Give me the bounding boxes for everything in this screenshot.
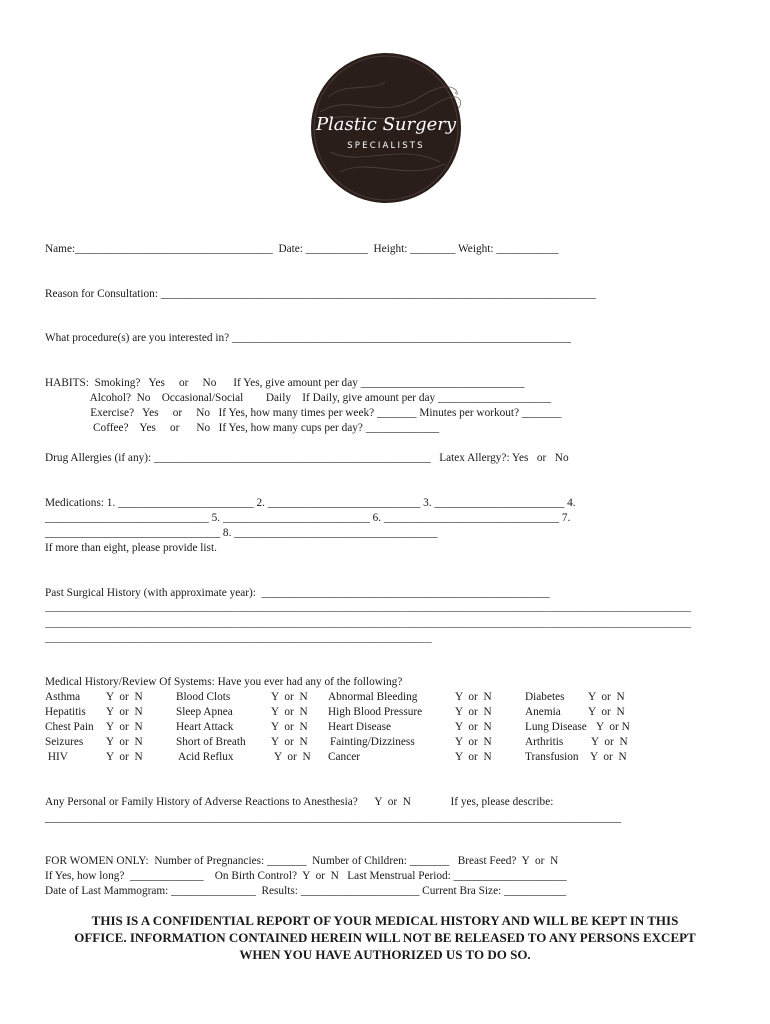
condition-answer[interactable]: Y or N	[455, 751, 492, 763]
condition-answer[interactable]: Y or N	[106, 736, 143, 748]
condition-label: Lung Disease	[525, 721, 587, 733]
medications-note: If more than eight, please provide list.	[45, 542, 217, 554]
condition-label: Asthma	[45, 691, 81, 703]
women-pregnancies-line[interactable]: FOR WOMEN ONLY: Number of Pregnancies: _______ Number of Children: _______ Breast Feed? Y or N	[45, 855, 559, 867]
condition-answer[interactable]: Y or N	[106, 691, 143, 703]
surgical-history-line-1[interactable]: Past Surgical History (with approximate year): ___________________________________________________	[45, 587, 550, 599]
condition-label: Transfusion	[525, 751, 579, 763]
surgical-history-line-4[interactable]: _________________________________________________________________________	[45, 633, 432, 644]
confidentiality-line-3: WHEN YOU HAVE AUTHORIZED US TO DO SO.	[239, 947, 531, 962]
condition-answer[interactable]: Y or N	[596, 721, 630, 733]
condition-answer[interactable]: Y or N	[271, 691, 308, 703]
procedure-interest-line[interactable]: What procedure(s) are you interested in? ____________________________________________________________	[45, 332, 571, 344]
reason-for-consultation-line[interactable]: Reason for Consultation: _____________________________________________________________________________	[45, 288, 596, 300]
condition-label: Heart Disease	[328, 721, 392, 733]
name-date-height-weight-line[interactable]: Name:___________________________________ Date: ___________ Height: ________ Weight: ___________	[45, 243, 559, 255]
logo-subtitle: SPECIALISTS	[347, 141, 425, 151]
medications-line-1[interactable]: Medications: 1. ________________________ 2. ___________________________ 3. _______________________ 4.	[45, 497, 576, 509]
condition-label: Blood Clots	[176, 691, 231, 703]
habits-coffee-line[interactable]: Coffee? Yes or No If Yes, how many cups per day? _____________	[45, 422, 440, 434]
condition-answer[interactable]: Y or N	[590, 751, 627, 763]
condition-label: Seizures	[45, 736, 84, 748]
women-mammogram-line[interactable]: Date of Last Mammogram: _______________ Results: _____________________ Current Bra Size: ___________	[45, 885, 567, 897]
condition-label: Abnormal Bleeding	[328, 691, 418, 703]
condition-answer[interactable]: Y or N	[106, 706, 143, 718]
drug-allergies-line[interactable]: Drug Allergies (if any): _________________________________________________ Latex Allergy?: Yes or No	[45, 452, 569, 464]
anesthesia-question[interactable]: Any Personal or Family History of Adverse Reactions to Anesthesia? Y or N If yes, please describe:	[45, 796, 554, 808]
logo-title: Plastic Surgery	[315, 114, 457, 135]
condition-answer[interactable]: Y or N	[455, 736, 492, 748]
condition-answer[interactable]: Y or N	[455, 721, 492, 733]
habits-smoking-line[interactable]: HABITS: Smoking? Yes or No If Yes, give amount per day _____________________________	[45, 377, 525, 389]
condition-label: Sleep Apnea	[176, 706, 233, 718]
women-birth-control-line[interactable]: If Yes, how long? _____________ On Birth Control? Y or N Last Menstrual Period: ____________________	[45, 870, 567, 882]
condition-answer[interactable]: Y or N	[455, 691, 492, 703]
condition-answer[interactable]: Y or N	[106, 721, 143, 733]
condition-label: Fainting/Dizziness	[330, 736, 415, 748]
confidentiality-line-2: OFFICE. INFORMATION CONTAINED HEREIN WILL NOT BE RELEASED TO ANY PERSONS EXCEPT	[74, 930, 696, 945]
condition-answer[interactable]: Y or N	[274, 751, 311, 763]
habits-alcohol-line[interactable]: Alcohol? No Occasional/Social Daily If Daily, give amount per day ____________________	[45, 392, 551, 404]
condition-label: Short of Breath	[176, 736, 246, 748]
condition-label: High Blood Pressure	[328, 706, 423, 718]
condition-label: Diabetes	[525, 691, 565, 703]
condition-answer[interactable]: Y or N	[271, 706, 308, 718]
medical-history-title: Medical History/Review Of Systems: Have you ever had any of the following?	[45, 676, 403, 688]
condition-answer[interactable]: Y or N	[591, 736, 628, 748]
medications-line-2[interactable]: _____________________________ 5. __________________________ 6. _______________________________ 7.	[45, 512, 571, 524]
condition-answer[interactable]: Y or N	[271, 736, 308, 748]
condition-label: Cancer	[328, 751, 360, 763]
confidentiality-line-1: THIS IS A CONFIDENTIAL REPORT OF YOUR MEDICAL HISTORY AND WILL BE KEPT IN THIS	[91, 913, 679, 928]
confidentiality-notice	[40, 912, 730, 963]
condition-answer[interactable]: Y or N	[588, 691, 625, 703]
anesthesia-describe-line[interactable]: ______________________________________________________________________________________________________	[45, 812, 622, 824]
condition-label: Chest Pain	[45, 721, 94, 733]
condition-answer[interactable]: Y or N	[106, 751, 143, 763]
condition-answer[interactable]: Y or N	[455, 706, 492, 718]
habits-exercise-line[interactable]: Exercise? Yes or No If Yes, how many times per week? _______ Minutes per workout? _______	[45, 407, 562, 419]
condition-answer[interactable]: Y or N	[588, 706, 625, 718]
surgical-history-line-2[interactable]: __________________________________________________________________________________________________________________________	[45, 602, 692, 613]
condition-label: Heart Attack	[176, 721, 234, 733]
condition-label: Anemia	[525, 706, 561, 718]
practice-logo	[310, 52, 462, 204]
surgical-history-line-3[interactable]: __________________________________________________________________________________________________________________________	[45, 618, 692, 629]
condition-answer[interactable]: Y or N	[271, 721, 308, 733]
medications-line-3[interactable]: _______________________________ 8. ____________________________________	[45, 527, 438, 539]
condition-label: Arthritis	[525, 736, 564, 748]
condition-label: Acid Reflux	[178, 751, 234, 763]
condition-label: HIV	[45, 751, 68, 763]
condition-label: Hepatitis	[45, 706, 86, 718]
